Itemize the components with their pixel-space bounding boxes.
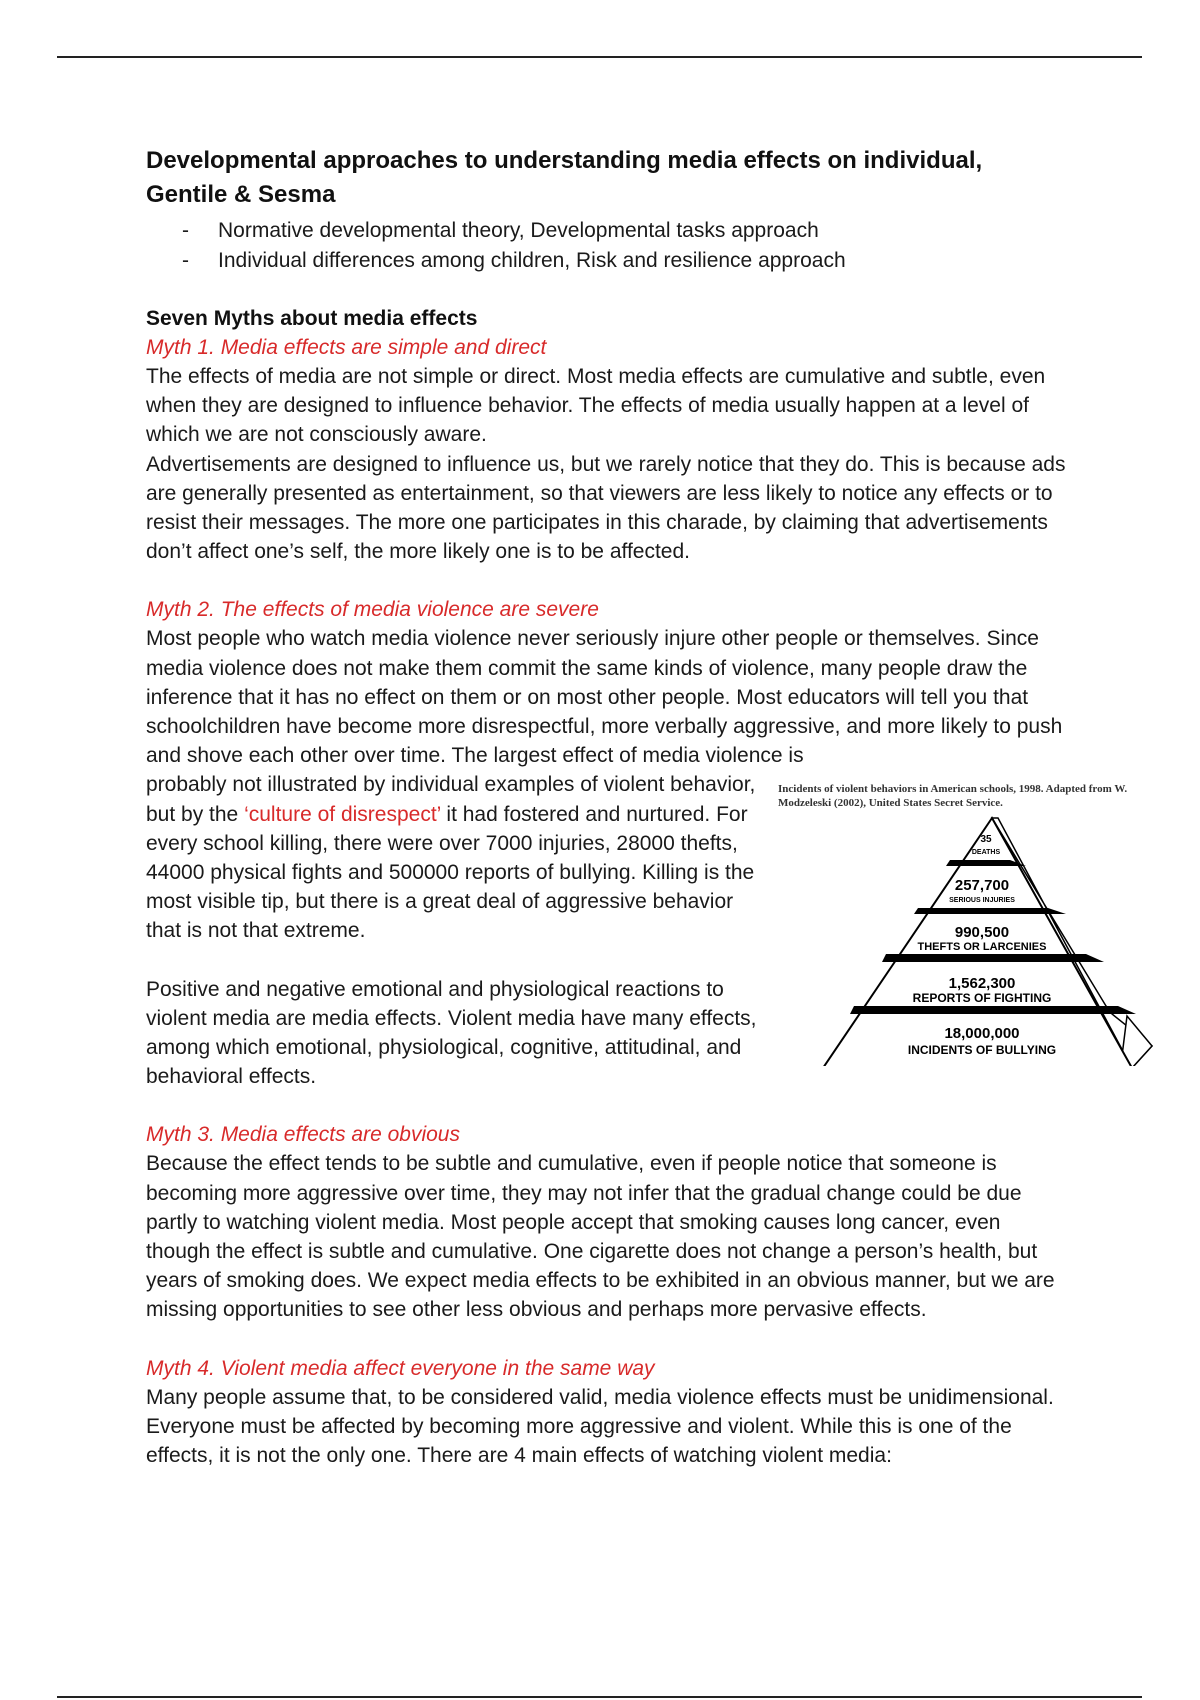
page-bottom-rule (57, 1696, 1142, 1698)
pyramid-band (914, 908, 1066, 914)
level-label: SERIOUS INJURIES (949, 897, 1015, 904)
approach-list (146, 216, 1066, 276)
myth-1-paragraph-1: The effects of media are not simple or direct. Most media effects are cumulative and subtle, even when they are designed to influence behavior. The effects of media usually happen at a level of which we are not consciously aware. (146, 365, 1046, 447)
myth-1-title: Myth 1. Media effects are simple and direct (146, 336, 547, 359)
figure-caption: Incidents of violent behaviors in American schools, 1998. Adapted from W. Modzeleski (2002), United States Secret Service. (778, 783, 1128, 809)
bullet-marker: - (182, 249, 189, 272)
myth-4-paragraph: Many people assume that, to be considered valid, media violence effects must be unidimensional. Everyone must be affected by becoming more aggressive and violent. While this is one of the effects, it is not the only one. There are 4 main effects of watching violent media: (146, 1385, 1054, 1468)
myth-3-title: Myth 3. Media effects are obvious (146, 1123, 460, 1147)
level-label: DEATHS (971, 849, 1001, 856)
page-title: Developmental approaches to understanding media effects on individual, Gentile & Sesma (146, 147, 983, 208)
myth-2-title: Myth 2. The effects of media violence are severe (146, 598, 599, 622)
level-label: REPORTS OF FIGHTING (912, 991, 1052, 1005)
level-label: INCIDENTS OF BULLYING (907, 1043, 1057, 1057)
myth-2-paragraph-1-continued: probably not illustrated by individual examples of violent behavior, but by the ‘culture of disrespect’ it had fostered and nurtured. For every school killing, there were over 7000 injuries, 28000 thefts, 44000 physical fights and 500000 reports of bullying. Killing is the most visible tip, but there is a great deal of aggressive behavior that is not that extreme. (146, 773, 756, 943)
level-value: 18,000,000 (944, 1025, 1020, 1042)
pyramid-diagram (822, 816, 1162, 1066)
level-value: 990,500 (954, 924, 1010, 941)
myth-4-title: Myth 4. Violent media affect everyone in the same way (146, 1356, 655, 1380)
myth-1-paragraph-2: Advertisements are designed to influence us, but we rarely notice that they do. This is because ads are generally presented as entertainment, so that viewers are less likely to notice any effects or to resist their messages. The more one participates in this charade, by claiming that advertisements don’t affect one’s self, the more likely one is to be affected. (146, 452, 1066, 564)
level-label: THEFTS OR LARCENIES (917, 941, 1047, 953)
section-title: Seven Myths about media effects (146, 307, 478, 330)
myth-3-paragraph: Because the effect tends to be subtle and cumulative, even if people notice that someone is becoming more aggressive over time, they may not infer that the gradual change could be due partly to watching violent media. Most people accept that smoking causes long cancer, even though the effect is subtle and cumulative. One cigarette does not change a person’s health, but years of smoking does. We expect media effects to be exhibited in an obvious manner, but we are missing opportunities to see other less obvious and perhaps more pervasive effects. (146, 1152, 1055, 1322)
pyramid-band (850, 1006, 1136, 1014)
pyramid-band (882, 954, 1104, 962)
level-value: 257,700 (954, 877, 1010, 894)
myth-2-paragraph-2: Positive and negative emotional and physiological reactions to violent media are media effects. Violent media have many effects, among which emotional, physiological, cognitive, attitudinal, and behavioral effects. (146, 977, 757, 1089)
violence-pyramid-figure (778, 782, 1178, 1066)
level-value: 1,562,300 (948, 975, 1016, 992)
bullet-marker: - (182, 219, 189, 242)
culture-of-disrespect-highlight: ‘culture of disrespect’ (244, 802, 441, 826)
page-top-rule (57, 56, 1142, 58)
list-item: - Individual differences among children, Risk and resilience approach (146, 246, 1066, 276)
myth-2-paragraph-1: Most people who watch media violence never seriously injure other people or themselves. Since media violence does not make them commit the same kinds of violence, many people draw the inference that it has no effect on them or on most other people. Most educators will tell you that schoolchildren have become more disrespectful, more verbally aggressive, and more likely to push and shove each other over time. The largest effect of media violence is (146, 627, 1063, 768)
level-value: 35 (980, 834, 992, 845)
list-item: - Normative developmental theory, Developmental tasks approach (146, 216, 1066, 246)
